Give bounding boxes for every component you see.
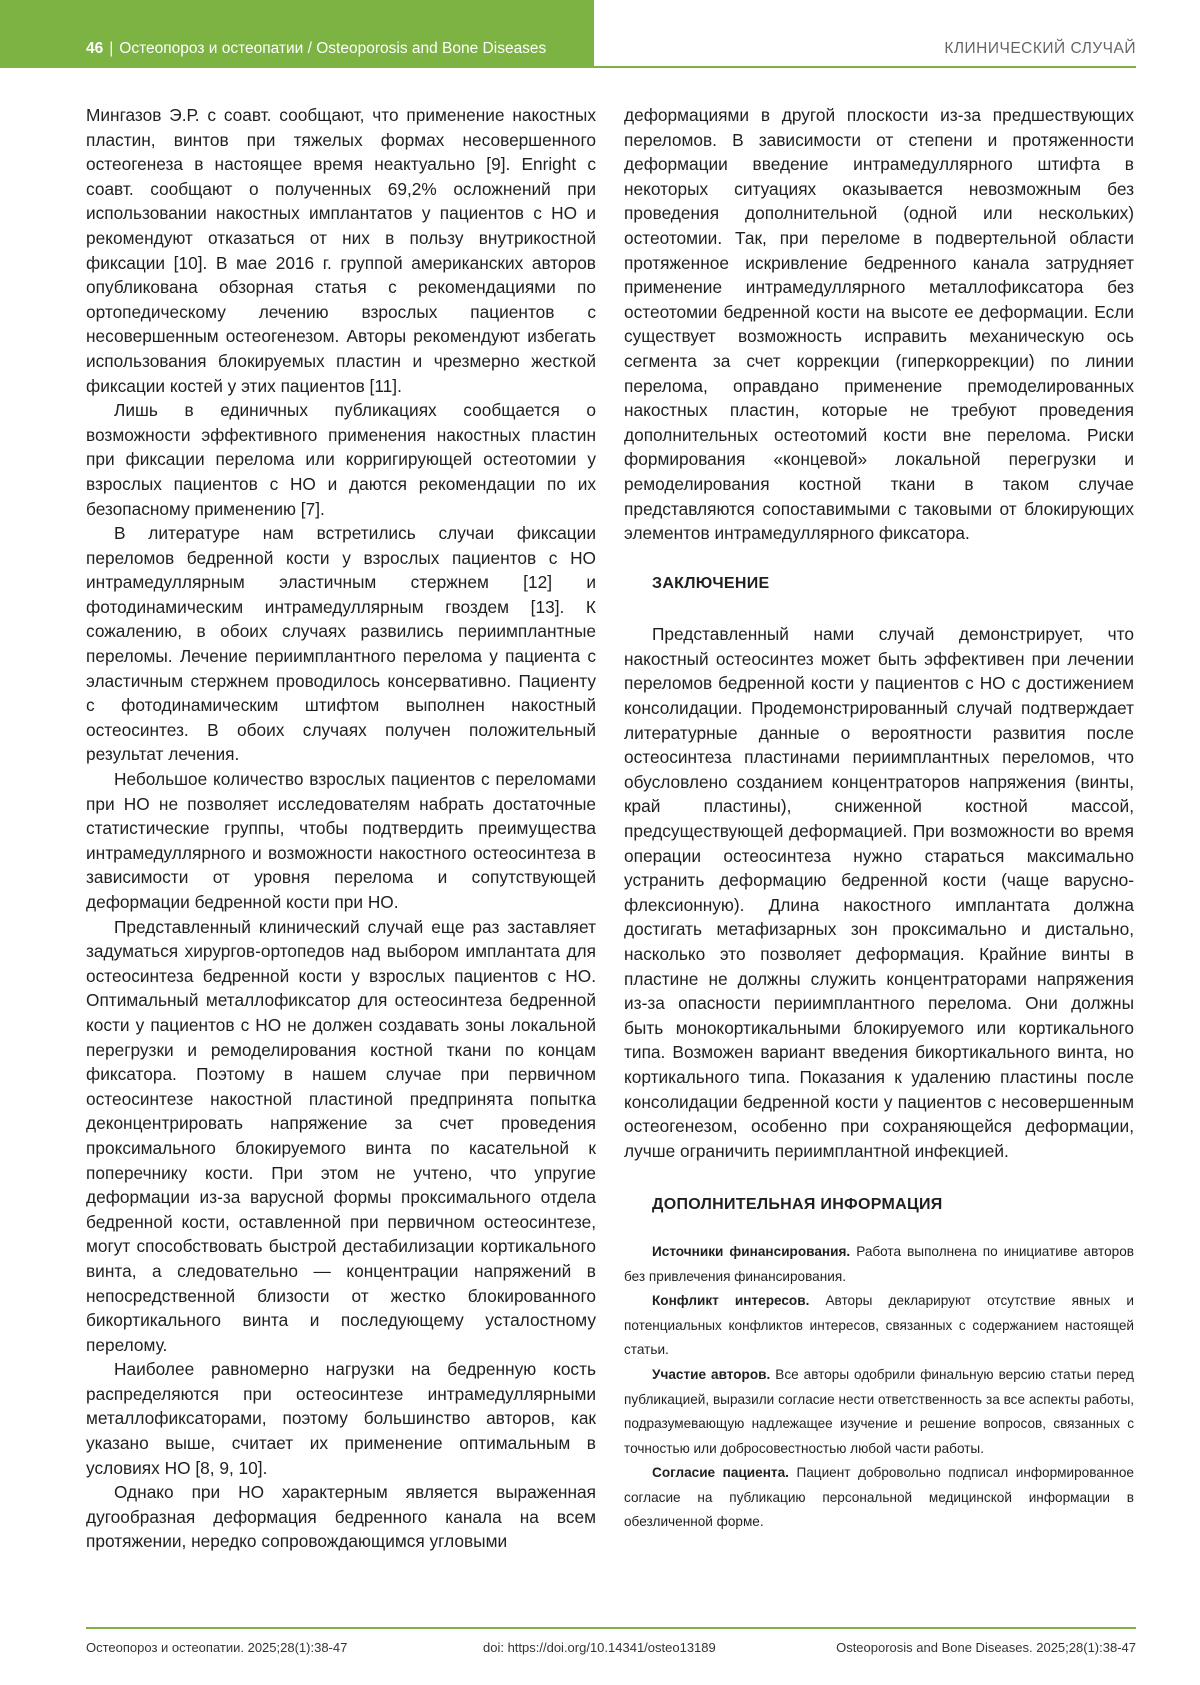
page-number: 46: [86, 40, 104, 57]
consent-note: [624, 1461, 1134, 1535]
funding-text: Работа выполнена по инициативе авторов без привлечения финансирования.: [624, 1243, 1134, 1284]
consent-text: Пациент добровольно подписал информированное согласие на публикацию персональной медицинской информации в обезличенной форме.: [624, 1465, 1134, 1530]
footer-citation-en: Osteoporosis and Bone Diseases. 2025;28(1):38-47: [836, 1640, 1136, 1655]
paragraph: Однако при НО характерным является выраженная дугообразная деформация бедренного канала на всем протяжении, нередко сопровождающимся угловыми: [86, 1482, 596, 1552]
conflict-text: Авторы декларируют отсутствие явных и потенциальных конфликтов интересов, связанных с содержанием настоящей статьи.: [624, 1293, 1134, 1358]
paragraph: Мингазов Э.Р. с соавт. сообщают, что применение накостных пластин, винтов при тяжелых формах несовершенного остеогенеза в настоящее время неактуально [9]. Enright с соавт. сообщают о полученных 69,2% осложнений при использовании накостных имплантатов у пациентов с НО и рекомендуют отказаться от них в пользу внутрикостной фиксации [10]. В мае 2016 г. группой американских авторов опубликована обзорная статья с рекомендациями по ортопедическому лечению взрослых пациентов с несовершенным остеогенезом. Авторы рекомендуют избегать использования блокируемых пластин и чрезмерно жесткой фиксации костей у этих пациентов [11].: [86, 105, 596, 396]
contribution-text: Все авторы одобрили финальную версию статьи перед публикацией, выразили согласие нести ответственность за все аспекты работы, подразумевающую надлежащее изучение и решение вопросов, связанных с точностью или добросовестностью любой части работы.: [624, 1366, 1134, 1456]
conclusion-paragraph: Представленный нами случай демонстрирует, что накостный остеосинтез может быть эффективен при лечении переломов бедренной кости у пациентов с НО с достижением консолидации. Продемонстрированный случай подтверждает литературные данные о вероятности развития после остеосинтеза пластинами периимплантных переломов, что обусловлено созданием концентраторов напряжения (винты, край пластины), сниженной костной массой, предсуществующей деформацией. При возможности во время операции остеосинтеза нужно стараться максимально устранить деформацию бедренной кости (чаще варусно-флексионную). Длина накостного имплантата должна достигать метафизарных зон проксимально и дистально, насколько это позволяет деформация. Крайние винты в пластине не должны служить концентраторами напряжения из-за опасности периимплантного перелома. Они должны быть монокортикальными блокируемого или кортикального типа. Возможен вариант введения бикортикального винта, но кортикального типа. Показания к удалению пластины после консолидации бедренной кости у пациентов с несовершенным остеогенезом, особенно при сохраняющейся деформации, лучше ограничить периимплантной инфекцией.: [624, 624, 1134, 1161]
conflict-label: Конфликт интересов.: [652, 1293, 810, 1309]
additional-info: [624, 1240, 1134, 1535]
footer-citation-ru: Остеопороз и остеопатии. 2025;28(1):38-47: [86, 1640, 348, 1655]
funding-label: Источники финансирования.: [652, 1243, 851, 1259]
paragraph: Представленный клинический случай еще раз заставляет задуматься хирургов-ортопедов над выбором имплантата для остеосинтеза бедренной кости у взрослых пациентов с НО. Оптимальный металлофиксатор для остеосинтеза бедренной кости у пациентов с НО не должен создавать зоны локальной перегрузки и ремоделирования костной ткани по концам фиксатора. Поэтому в нашем случае при первичном остеосинтезе накостной пластиной предпринята попытка деконцентрировать напряжение за счет проведения проксимального блокируемого винта по касательной к поперечнику кости. При этом не учтено, что упругие деформации из-за варусной формы проксимального отдела бедренной кости, оставленной при первичном остеосинтезе, могут способствовать быстрой дестабилизации кортикального винта, а следовательно — концентрации напряжений в непосредственной близости от жестко блокированного бикортикального винта и последующему усталостному перелому.: [86, 916, 596, 1355]
conflict-note: [624, 1289, 1134, 1363]
conclusion-heading: ЗАКЛЮЧЕНИЕ: [652, 574, 770, 592]
paragraph: В литературе нам встретились случаи фиксации переломов бедренной кости у взрослых пациентов с НО интрамедуллярным эластичным стержнем [12] и фотодинамическим интрамедуллярным гвоздем [13]. К сожалению, в обоих случаях развились периимплантные переломы. Лечение периимплантного перелома у пациента с эластичным стержнем проводилось консервативно. Пациенту с фотодинамическим штифтом выполнен накостный остеосинтез. В обоих случаях получен положительный результат лечения.: [86, 523, 596, 765]
contribution-label: Участие авторов.: [652, 1366, 771, 1382]
paragraph: Наиболее равномерно нагрузки на бедренную кость распределяются при остеосинтезе интрамедуллярными металлофиксаторами, поэтому большинство авторов, как указано выше, считает их применение оптимальным в условиях НО [8, 9, 10].: [86, 1359, 596, 1478]
paragraph: Небольшое количество взрослых пациентов с переломами при НО не позволяет исследователям набрать достаточные статистические группы, чтобы подтвердить преимущества интрамедуллярного и возможности накостного остеосинтеза в зависимости от уровня перелома и сопутствующей деформации бедренной кости при НО.: [86, 769, 596, 912]
footer-rule: [86, 1627, 1136, 1629]
additional-info-heading: ДОПОЛНИТЕЛЬНАЯ ИНФОРМАЦИЯ: [652, 1196, 943, 1214]
right-column: [624, 103, 1134, 1535]
contribution-note: [624, 1363, 1134, 1461]
running-header: [86, 40, 546, 58]
header-rule: [594, 66, 1136, 68]
paragraph: Лишь в единичных публикациях сообщается о возможности эффективного применения накостных пластин при фиксации перелома или корригирующей остеотомии у взрослых пациентов с НО и даются рекомендации по их безопасному применению [7].: [86, 400, 596, 519]
section-label: КЛИНИЧЕСКИЙ СЛУЧАЙ: [944, 40, 1136, 57]
paragraph: деформациями в другой плоскости из-за предшествующих переломов. В зависимости от степени и протяженности деформации введение интрамедуллярного штифта в некоторых ситуациях оказывается невозможным без проведения дополнительной (одной или нескольких) остеотомии. Так, при переломе в подвертельной области протяженное искривление бедренного канала затрудняет применение интрамедуллярного металлофиксатора без остеотомии бедренной кости на высоте ее деформации. Если существует возможность исправить механическую ось сегмента за счет коррекции (гиперкоррекции) по линии перелома, оправдано применение премоделированных накостных пластин, которые не требуют проведения дополнительных остеотомий кости вне перелома. Риски формирования «концевой» локальной перегрузки и ремоделирования костной ткани в таком случае представляются сопоставимыми с таковыми от блокирующих элементов интрамедуллярного фиксатора.: [624, 105, 1134, 544]
left-column: [86, 103, 596, 1554]
journal-title: Остеопороз и остеопатии / Osteoporosis and Bone Diseases: [119, 40, 547, 57]
footer-doi: doi: https://doi.org/10.14341/osteo13189: [483, 1640, 716, 1655]
header-separator: |: [109, 40, 114, 57]
consent-label: Согласие пациента.: [652, 1465, 789, 1481]
funding-note: [624, 1240, 1134, 1289]
